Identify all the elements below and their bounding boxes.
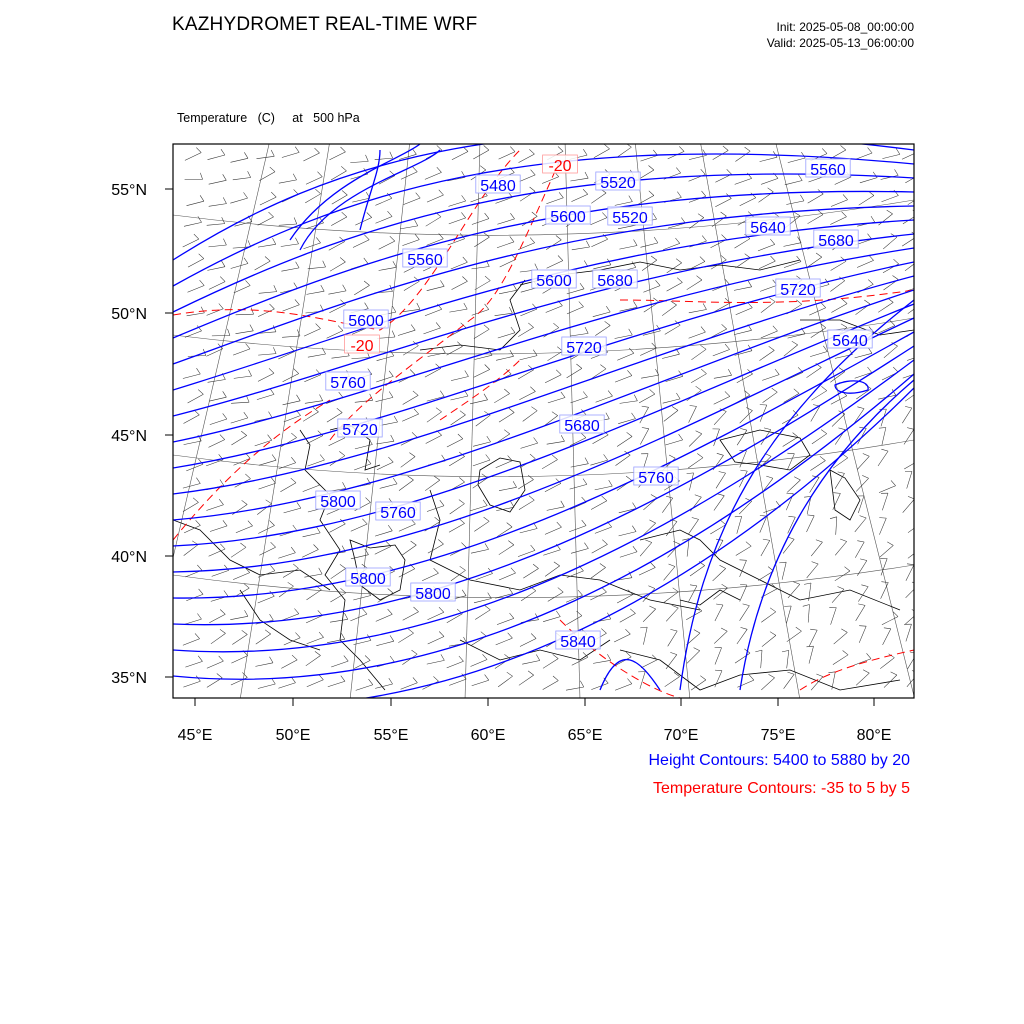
height-label: 5840 [560,634,596,651]
height-label: 5800 [415,586,451,603]
height-label: 5480 [480,178,516,195]
height-label: 5600 [536,273,572,290]
map-title: KAZHYDROMET REAL-TIME WRF [172,14,478,35]
height-label: 5600 [550,209,586,226]
height-label: 5680 [818,233,854,250]
wind-barb-feather [917,544,923,548]
lon-label: 75°E [760,727,796,744]
lon-label: 70°E [663,727,699,744]
lon-label: 60°E [470,727,506,744]
height-label: 5640 [750,220,786,237]
temperature-legend: Temperature Contours: -35 to 5 by 5 [652,780,910,797]
wind-barb-feather [914,387,920,391]
height-label: 5560 [810,162,846,179]
height-label: 5760 [638,470,674,487]
wind-barb-feather [918,191,923,196]
lat-label: 55°N [111,182,147,199]
height-label: 5520 [600,175,636,192]
height-label: 5680 [597,273,633,290]
wind-barb-feather [915,455,920,460]
wind-barb-feather [917,299,923,303]
wind-barb-feather [916,322,922,326]
temperature-label: -20 [548,158,572,175]
height-label: 5800 [350,571,386,588]
init-time: Init: 2025-05-08_00:00:00 [776,20,914,34]
height-label: 5560 [407,252,443,269]
lon-label: 80°E [856,727,892,744]
lon-label: 65°E [567,727,603,744]
wind-barb-feather [920,349,924,355]
wind-barb-feather [916,367,920,373]
lon-label: 50°E [275,727,311,744]
height-label: 5720 [342,422,378,439]
height-label: 5680 [564,418,600,435]
wind-barb-feather [917,518,923,522]
height-label: 5520 [612,210,648,227]
valid-time: Valid: 2025-05-13_06:00:00 [766,36,914,50]
wind-barb-feather [918,280,922,286]
height-label: 5800 [320,494,356,511]
temperature-label: -20 [350,338,374,355]
wind-barb-feather [916,169,921,174]
lat-label: 45°N [111,428,147,445]
lat-label: 50°N [111,306,147,323]
height-label: 5760 [330,375,366,392]
height-label: 5640 [832,333,868,350]
field-temperature: Temperature (C) at 500 hPa [177,111,360,125]
height-legend: Height Contours: 5400 to 5880 by 20 [648,752,910,769]
lat-label: 40°N [111,549,147,566]
height-label: 5760 [380,505,416,522]
lon-label: 55°E [373,727,409,744]
lat-label: 35°N [111,670,147,687]
height-label: 5600 [348,313,384,330]
height-label: 5720 [780,282,816,299]
height-label: 5720 [566,340,602,357]
lon-label: 45°E [177,727,213,744]
